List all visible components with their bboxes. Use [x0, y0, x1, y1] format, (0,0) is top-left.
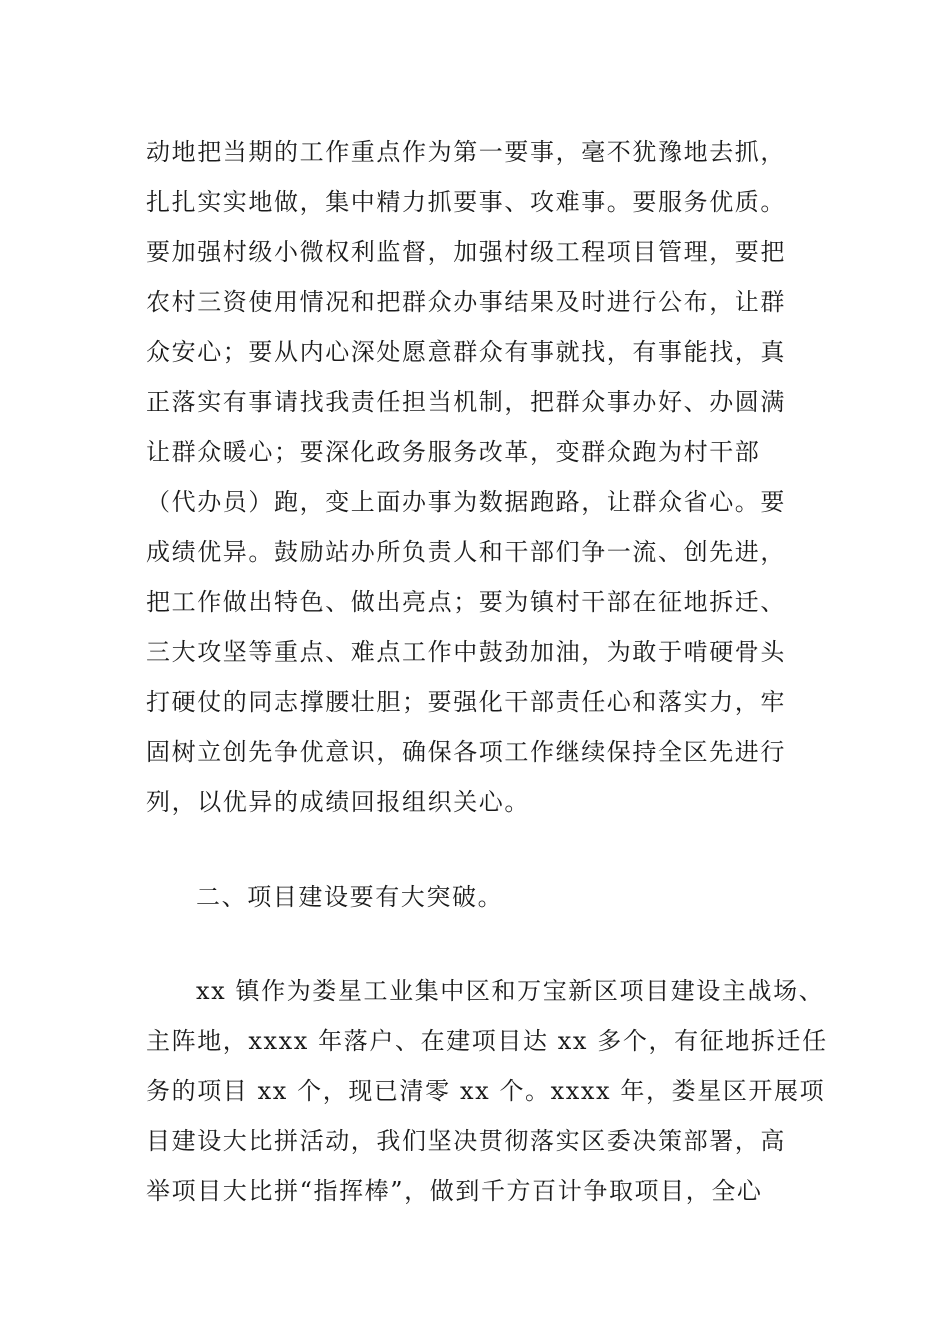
- paragraph-line: 动地把当期的工作重点作为第一要事，毫不犹豫地去抓，: [146, 138, 786, 166]
- paragraph-line: （代办员）跑，变上面办事为数据跑路，让群众省心。要: [146, 488, 786, 516]
- paragraph-line: 正落实有事请找我责任担当机制，把群众事办好、办圆满: [146, 388, 786, 416]
- paragraph-line: 务的项目 xx 个，现已清零 xx 个。xxxx 年，娄星区开展项: [146, 1077, 826, 1105]
- paragraph-line: 主阵地，xxxx 年落户、在建项目达 xx 多个，有征地拆迁任: [146, 1027, 828, 1055]
- paragraph-line: 扎扎实实地做，集中精力抓要事、攻难事。要服务优质。: [146, 188, 786, 216]
- paragraph-line: 列，以优异的成绩回报组织关心。: [146, 788, 530, 816]
- paragraph-line: 固树立创先争优意识，确保各项工作继续保持全区先进行: [146, 738, 786, 766]
- paragraph-line: 众安心；要从内心深处愿意群众有事就找，有事能找，真: [146, 338, 786, 366]
- paragraph-line: 三大攻坚等重点、难点工作中鼓劲加油，为敢于啃硬骨头: [146, 638, 786, 666]
- paragraph-line: 成绩优异。鼓励站办所负责人和干部们争一流、创先进，: [146, 538, 786, 566]
- paragraph-line: 农村三资使用情况和把群众办事结果及时进行公布，让群: [146, 288, 786, 316]
- paragraph-line: 打硬仗的同志撑腰壮胆；要强化干部责任心和落实力，牢: [146, 688, 786, 716]
- paragraph-line: 要加强村级小微权利监督，加强村级工程项目管理，要把: [146, 238, 786, 266]
- paragraph-line: 举项目大比拼“指挥棒”，做到千方百计争取项目，全心: [146, 1177, 763, 1205]
- paragraph-line: 让群众暖心；要深化政务服务改革，变群众跑为村干部: [146, 438, 761, 466]
- section-heading: 二、项目建设要有大突破。: [196, 883, 504, 911]
- paragraph-line: xx 镇作为娄星工业集中区和万宝新区项目建设主战场、: [196, 977, 825, 1005]
- paragraph-line: 目建设大比拼活动，我们坚决贯彻落实区委决策部署，高: [146, 1127, 786, 1155]
- paragraph-line: 把工作做出特色、做出亮点；要为镇村干部在征地拆迁、: [146, 588, 786, 616]
